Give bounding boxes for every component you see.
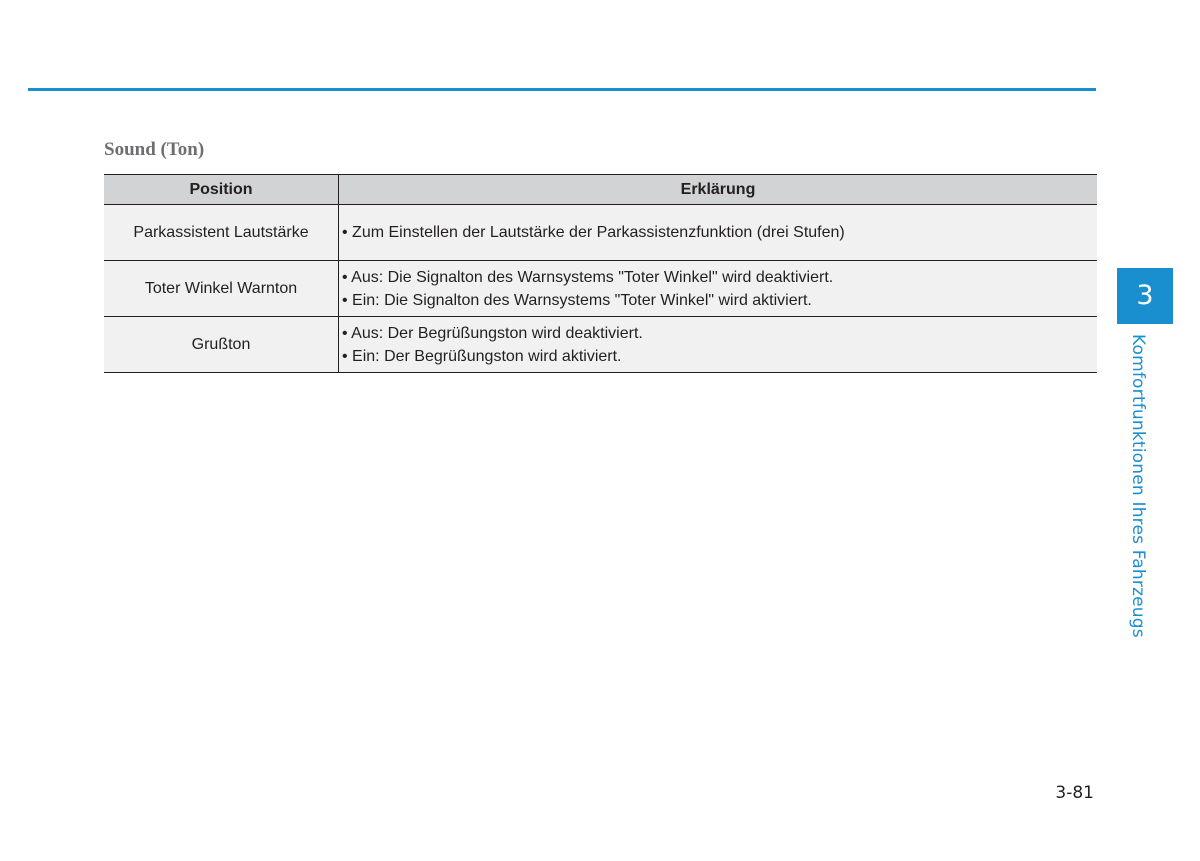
position-cell: Parkassistent Lautstärke [104,205,339,261]
section-heading: Sound (Ton) [104,139,205,160]
table-row [104,261,1097,317]
explanation-cell [339,317,1098,373]
chapter-title: Komfortfunktionen Ihres Fahrzeugs [1128,334,1148,638]
explanation-line: • Ein: Die Signalton des Warnsystems "Toter Winkel" wird aktiviert. [342,291,812,309]
header-position: Position [104,175,339,205]
explanation-line: • Aus: Der Begrüßungston wird deaktiviert. [342,324,643,342]
top-rule [28,88,1096,91]
page-number: 3-81 [1055,783,1094,803]
explanation-line: • Aus: Die Signalton des Warnsystems "Toter Winkel" wird deaktiviert. [342,268,834,286]
table-row [104,205,1097,261]
table-header-row [104,175,1097,205]
explanation-line: • Ein: Der Begrüßungston wird aktiviert. [342,347,622,365]
table-row [104,317,1097,373]
position-cell: Grußton [104,317,339,373]
position-cell: Toter Winkel Warnton [104,261,339,317]
sound-settings-table [104,174,1097,373]
header-explanation: Erklärung [339,175,1098,205]
explanation-cell [339,205,1098,261]
explanation-cell [339,261,1098,317]
explanation-line: • Zum Einstellen der Lautstärke der Parkassistenzfunktion (drei Stufen) [342,224,845,241]
chapter-number-tab: 3 [1117,268,1173,324]
